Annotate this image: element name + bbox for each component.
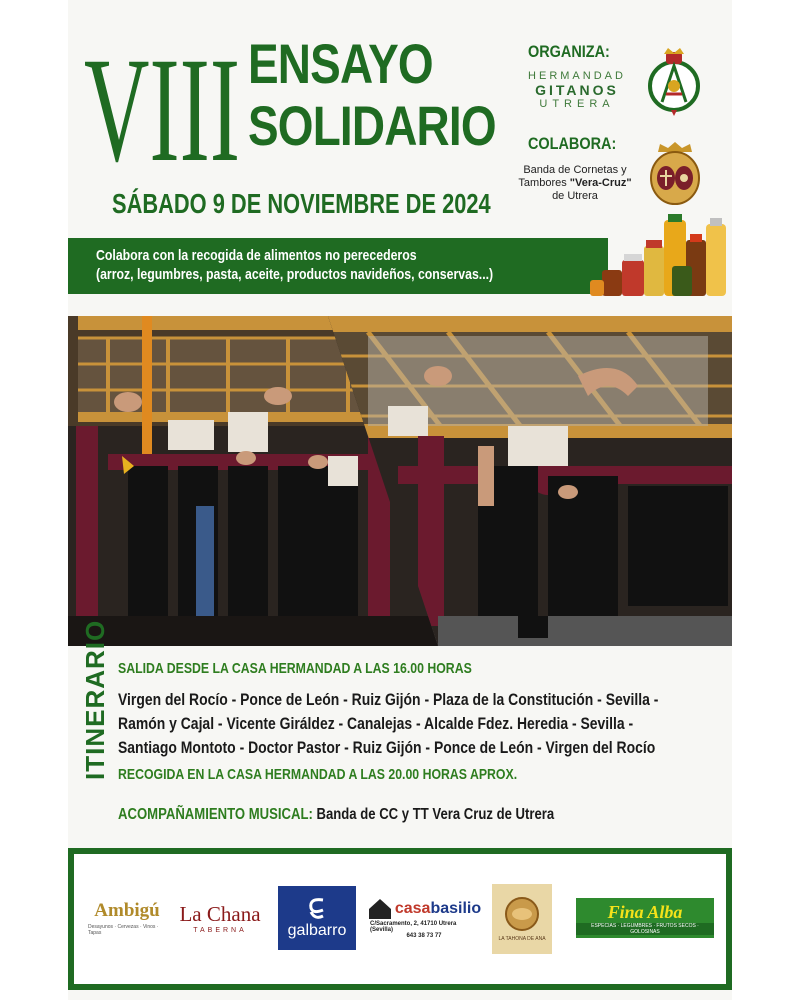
music-value: Banda de CC y TT Vera Cruz de Utrera (316, 806, 555, 823)
lachana-subtitle: TABERNA (193, 927, 247, 934)
sponsor-lachana-logo (172, 886, 268, 950)
banda-line-2: Tambores (518, 177, 570, 189)
sponsor-finaalba-logo (576, 898, 714, 938)
casabasilio-phone: 643 38 73 77 (406, 933, 442, 939)
food-products-illustration (590, 210, 732, 300)
music-accompaniment (118, 806, 554, 824)
casabasilio-name-1: casa (394, 900, 431, 917)
sponsor-galbarro-logo (278, 886, 356, 950)
hermandad-crest-icon (644, 46, 704, 118)
title-line-2: SOLIDARIO (248, 94, 496, 157)
food-drive-line-2: (arroz, legumbres, pasta, aceite, productos navideños, conservas...) (96, 266, 494, 283)
finaalba-name: Fina Alba (607, 901, 683, 922)
roman-numeral-viii (84, 28, 244, 168)
hermandad-line-2: GITANOS (535, 82, 619, 98)
title-line-1: ENSAYO (248, 32, 433, 95)
hermandad-line-1: HERMANDAD (528, 70, 626, 82)
route-line-2: Ramón y Cajal - Vicente Giráldez - Canalejas - Alcalde Fdez. Heredia - Sevilla - (118, 714, 634, 733)
event-date: SÁBADO 9 DE NOVIEMBRE DE 2024 (112, 188, 491, 219)
tahona-name: LA TAHONA DE ANA (498, 936, 546, 942)
banda-line-1: Banda de Cornetas y (523, 164, 627, 176)
banda-line-2-bold: "Vera-Cruz" (569, 177, 632, 189)
route-line-3: Santiago Montoto - Doctor Pastor - Ruiz Gijón - Ponce de León - Virgen del Rocío (118, 738, 656, 757)
banda-crest-icon (646, 140, 704, 210)
casabasilio-address: C/Sacramento, 2, 41710 Utrera (Sevilla) (370, 921, 457, 933)
colabora-label: COLABORA: (528, 134, 617, 153)
sponsor-ambigu-logo (88, 886, 166, 950)
itinerary-vertical-label: ITINERARIO (80, 619, 110, 780)
sponsor-casabasilio-logo (370, 886, 482, 950)
food-drive-line-1: Colabora con la recogida de alimentos no perecederos (96, 247, 417, 264)
music-label: ACOMPAÑAMIENTO MUSICAL: (118, 806, 313, 823)
hermandad-name (522, 70, 632, 110)
hermandad-line-3: UTRERA (539, 98, 615, 110)
galbarro-name: galbarro (287, 922, 347, 939)
banda-name (512, 164, 638, 203)
return-text: RECOGIDA EN LA CASA HERMANDAD A LAS 20.00 HORAS APROX. (118, 766, 518, 783)
casabasilio-name-2: basilio (430, 900, 482, 917)
galbarro-icon (305, 896, 329, 922)
sponsor-tahona-logo (492, 884, 552, 954)
organiza-label: ORGANIZA: (528, 42, 610, 61)
ambigu-name: Ambigú (94, 900, 160, 921)
finaalba-subtitle: ESPECIAS · LEGUMBRES · FRUTOS SECOS · GOLOSINAS (576, 923, 714, 935)
route-line-1: Virgen del Rocío - Ponce de León - Ruiz Gijón - Plaza de la Constitución - Sevilla - (118, 690, 659, 709)
house-icon (367, 897, 393, 921)
departure-text: SALIDA DESDE LA CASA HERMANDAD A LAS 16.00 HORAS (118, 660, 472, 677)
ambigu-subtitle: Desayunos · Cervezas · Vinos · Tapas (88, 924, 159, 936)
lachana-name: La Chana (179, 902, 261, 926)
roman-numeral-text: VIII (84, 28, 240, 168)
banda-line-3: de Utrera (552, 190, 598, 202)
photo-costaleros-right (328, 316, 732, 646)
bread-icon (504, 896, 540, 932)
food-drive-text (96, 246, 493, 284)
